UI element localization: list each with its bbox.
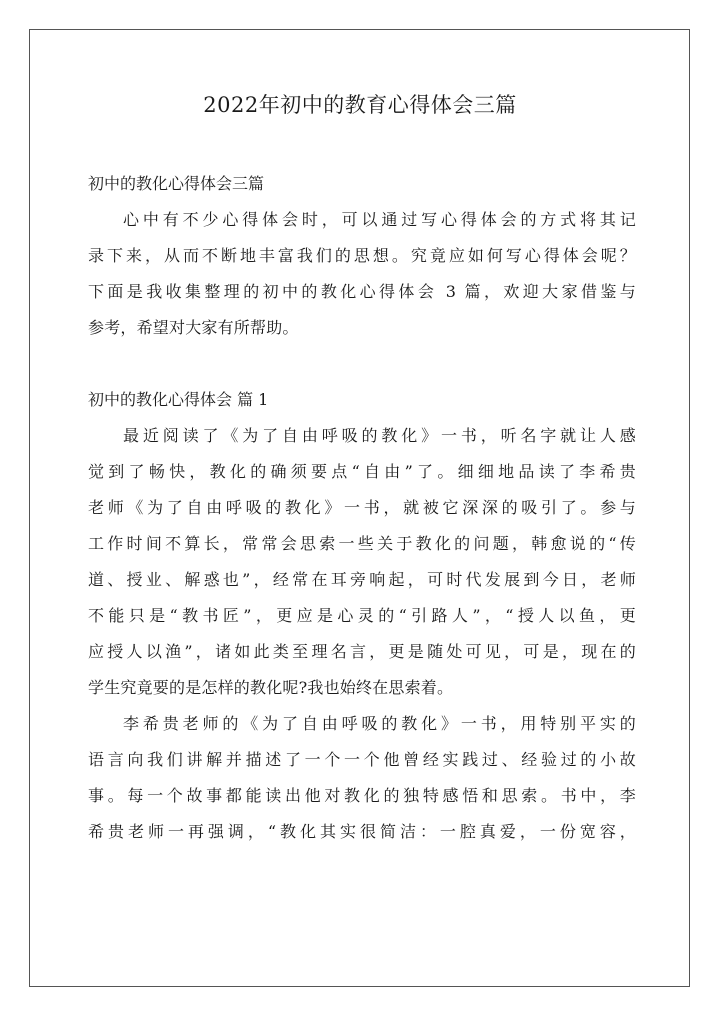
paragraph-line: 学生究竟要的是怎样的教化呢?我也始终在思索着。 bbox=[88, 678, 454, 697]
paragraph-line: 录下来，从而不断地丰富我们的思想。究竟应如何写心得体会呢？ bbox=[88, 246, 636, 265]
paragraph-line: 不能只是“教书匠”，更应是心灵的“引路人”，“授人以鱼，更 bbox=[88, 606, 636, 625]
paragraph-line: 最近阅读了《为了自由呼吸的教化》一书，听名字就让人感 bbox=[123, 426, 636, 445]
paragraph-line: 希贵老师一再强调，“教化其实很简洁：一腔真爱，一份宽容， bbox=[88, 822, 636, 841]
paragraph-line: 下面是我收集整理的初中的教化心得体会 3 篇，欢迎大家借鉴与 bbox=[88, 282, 636, 301]
article-paragraph-2 bbox=[88, 706, 636, 850]
paragraph-line: 觉到了畅快，教化的确须要点“自由”了。细细地品读了李希贵 bbox=[88, 462, 636, 481]
article-paragraph-1 bbox=[88, 418, 636, 706]
document-title: 2022年初中的教育心得体会三篇 bbox=[203, 93, 517, 117]
paragraph-line: 道、授业、解惑也”，经常在耳旁响起，可时代发展到今日，老师 bbox=[88, 570, 636, 589]
paragraph-line: 李希贵老师的《为了自由呼吸的教化》一书，用特别平实的 bbox=[123, 714, 636, 733]
paragraph-line: 参考，希望对大家有所帮助。 bbox=[88, 318, 299, 337]
paragraph-line: 应授人以渔”，诸如此类至理名言，更是随处可见，可是，现在的 bbox=[88, 642, 636, 661]
section-heading-intro: 初中的教化心得体会三篇 bbox=[88, 174, 265, 193]
document-body bbox=[88, 166, 636, 850]
paragraph-line: 老师《为了自由呼吸的教化》一书，就被它深深的吸引了。参与 bbox=[88, 498, 636, 517]
paragraph-line: 心中有不少心得体会时，可以通过写心得体会的方式将其记 bbox=[123, 210, 636, 229]
paragraph-line: 工作时间不算长，常常会思索一些关于教化的问题，韩愈说的“传 bbox=[88, 534, 636, 553]
paragraph-line: 事。每一个故事都能读出他对教化的独特感悟和思索。书中，李 bbox=[88, 786, 636, 805]
section-spacer bbox=[88, 346, 636, 382]
intro-paragraph bbox=[88, 202, 636, 346]
section-heading-article-1: 初中的教化心得体会 篇 1 bbox=[88, 390, 269, 409]
paragraph-line: 语言向我们讲解并描述了一个一个他曾经实践过、经验过的小故 bbox=[88, 750, 636, 769]
